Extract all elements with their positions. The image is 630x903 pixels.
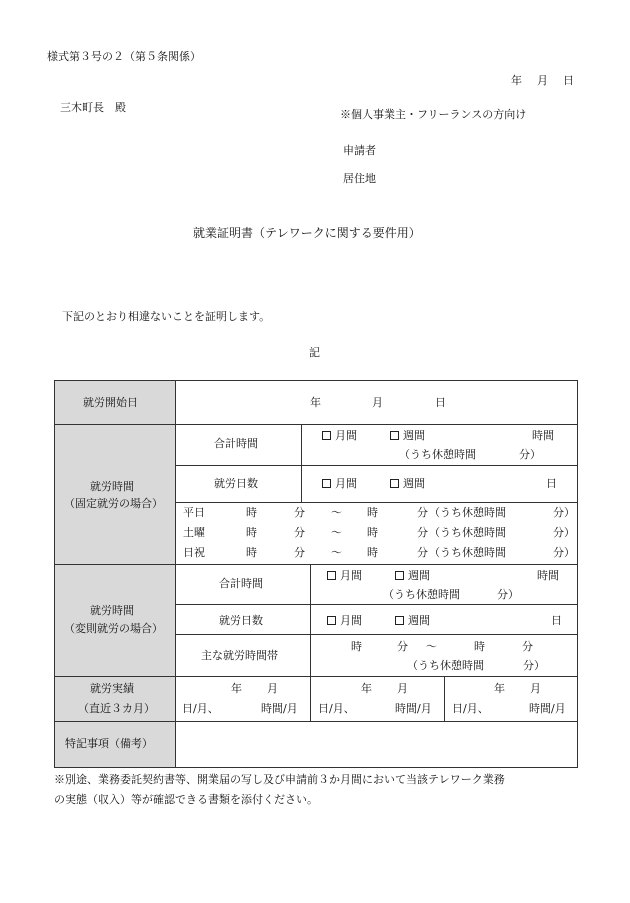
label-variable-case: （変則就労の場合） [64,622,163,635]
form-number: 様式第３号の２（第５条関係） [47,50,201,63]
checkbox-icon [327,571,336,580]
hour-unit: 時 [367,526,378,539]
fixed-days-unit: 日 [546,477,557,490]
break-prefix: （うち休憩時間 [429,546,506,559]
tilde: ～ [331,546,342,559]
footnote-line-2: の実態（収入）等が確認できる書類を添付ください。 [54,793,318,806]
header-bg-variable-time [54,564,176,676]
hour-unit: 時 [351,640,362,653]
variable-total-break-suffix: 分） [497,588,519,601]
checkbox-icon [322,479,331,488]
minute-unit: 分 [417,546,428,559]
minute-unit: 分 [417,526,428,539]
label-variable-total-hours: 合計時間 [219,577,263,590]
day-type-label: 平日 [183,506,205,519]
month-unit: 月 [267,682,278,695]
label-fixed-work-days: 就労日数 [214,477,258,490]
break-prefix: （うち休憩時間 [429,506,506,519]
year-unit: 年 [361,682,372,695]
break-suffix: 分） [553,526,575,539]
hour-unit: 時 [246,506,257,519]
break-suffix: 分） [553,546,575,559]
document-title: 就業証明書（テレワークに関する要件用） [193,226,421,240]
minute-unit: 分 [397,640,408,653]
hour-unit: 時 [367,546,378,559]
hour-unit: 時 [474,640,485,653]
days-per-month: 日/月、 [452,702,489,715]
checkbox-icon [390,431,399,440]
weekly-label: 週間 [403,429,425,442]
variable-total-break-prefix: （うち休憩時間 [383,588,460,601]
minute-unit: 分 [522,640,533,653]
footnote-line-1: ※別途、業務委託契約書等、開業届の写し及び申請前３か月間において当該テレワーク業務 [54,773,505,786]
checkbox-icon [395,616,404,625]
tilde: ～ [331,506,342,519]
variable-total-weekly-check[interactable] [395,570,430,581]
weekly-label: 週間 [408,569,430,582]
tilde: ～ [426,640,437,653]
monthly-label: 月間 [340,614,362,627]
minute-unit: 分 [417,506,428,519]
tilde: ～ [331,526,342,539]
fixed-total-hours-unit: 時間 [532,429,554,442]
label-main-hours: 主な就労時間帯 [201,649,278,662]
variable-days-weekly-check[interactable] [395,615,430,626]
remarks-field[interactable] [177,723,575,765]
fixed-total-weekly-check[interactable] [390,430,425,441]
hour-unit: 時 [367,506,378,519]
monthly-label: 月間 [335,429,357,442]
break-suffix: 分） [553,506,575,519]
start-day-unit: 日 [435,396,446,409]
days-per-month: 日/月、 [182,702,219,715]
label-record: 就労実績 [90,682,134,695]
start-month-unit: 月 [372,396,383,409]
month-unit: 月 [397,682,408,695]
label-fixed-time: 就労時間 [90,480,134,493]
label-remarks: 特記事項（備考） [65,737,153,750]
address-label: 居住地 [343,172,376,185]
fixed-days-weekly-check[interactable] [390,478,425,489]
hours-per-month: 時間/月 [261,702,298,715]
start-year-unit: 年 [310,396,321,409]
hours-per-month: 時間/月 [529,702,566,715]
break-prefix: （うち休憩時間 [429,526,506,539]
minute-unit: 分 [294,546,305,559]
checkbox-icon [322,431,331,440]
fixed-total-break-suffix: 分） [519,448,541,461]
hour-unit: 時 [246,546,257,559]
applicant-label: 申請者 [343,144,376,157]
checkbox-icon [327,616,336,625]
certify-text: 下記のとおり相違ないことを証明します。 [62,310,271,323]
days-per-month: 日/月、 [318,702,355,715]
checkbox-icon [395,571,404,580]
date-line: 年 月 日 [511,74,576,87]
weekly-label: 週間 [403,477,425,490]
minute-unit: 分 [294,526,305,539]
variable-days-monthly-check[interactable] [327,615,362,626]
ki-mark: 記 [309,346,320,359]
day-type-label: 土曜 [183,526,205,539]
addressee: 三木町長 殿 [60,101,126,114]
label-record-period: （直近３カ月） [78,702,155,715]
hour-unit: 時 [246,526,257,539]
variable-total-monthly-check[interactable] [327,570,362,581]
variable-total-hours-unit: 時間 [537,569,559,582]
fixed-days-monthly-check[interactable] [322,478,357,489]
year-unit: 年 [231,682,242,695]
monthly-label: 月間 [335,477,357,490]
label-variable-work-days: 就労日数 [219,614,263,627]
minute-unit: 分 [294,506,305,519]
monthly-label: 月間 [340,569,362,582]
fixed-total-break-prefix: （うち休憩時間 [399,448,476,461]
label-start-date: 就労開始日 [83,396,138,409]
label-fixed-case: （固定就労の場合） [64,497,163,510]
fixed-total-monthly-check[interactable] [322,430,357,441]
year-unit: 年 [494,682,505,695]
label-fixed-total-hours: 合計時間 [214,437,258,450]
weekly-label: 週間 [408,614,430,627]
label-variable-time: 就労時間 [90,604,134,617]
hours-per-month: 時間/月 [395,702,432,715]
main-hours-break-prefix: （うち休憩時間 [407,659,484,672]
checkbox-icon [390,479,399,488]
target-note: ※個人事業主・フリーランスの方向け [340,108,527,121]
variable-days-unit: 日 [551,614,562,627]
main-hours-break-suffix: 分） [523,659,545,672]
header-bg-fixed-time [54,424,176,564]
day-type-label: 日祝 [183,546,205,559]
month-unit: 月 [530,682,541,695]
